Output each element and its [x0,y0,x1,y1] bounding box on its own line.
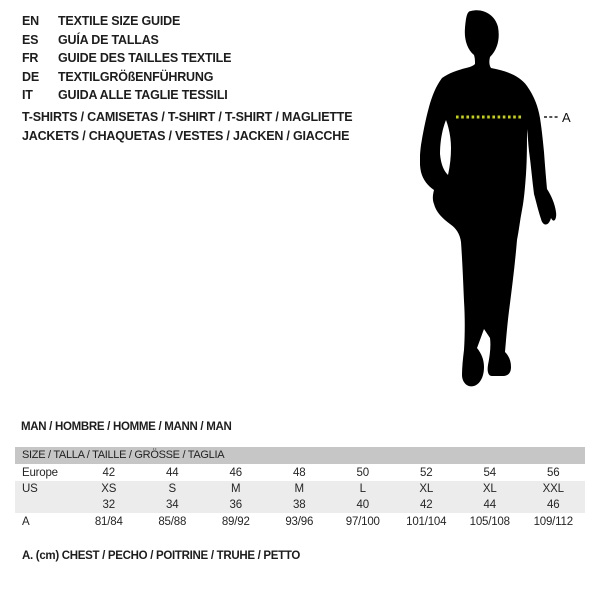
table-cell: 89/92 [221,515,250,528]
table-cell: 54 [483,466,496,479]
table-cell: 105/108 [469,515,510,528]
table-cell: 42 [102,466,115,479]
table-cell: 109/112 [533,515,573,528]
language-row [22,12,231,31]
language-code: EN [22,14,39,28]
table-cell: 85/88 [158,515,187,528]
row-label: A [22,515,30,528]
table-cell: XS [101,483,117,495]
man-silhouette-figure [420,8,560,388]
language-label: GUIDA ALLE TAGLIE TESSILI [58,88,228,102]
table-cell: 101/104 [406,515,447,528]
table-cell: 40 [356,499,369,511]
section-heading: MAN / HOMBRE / HOMME / MANN / MAN [21,421,232,433]
language-code: IT [22,88,33,102]
row-label: US [22,483,38,495]
table-cell: L [359,483,366,495]
table-cell: 44 [166,466,179,479]
table-cell: 56 [547,466,560,479]
table-cell: 93/96 [285,515,314,528]
category-line-jackets: JACKETS / CHAQUETAS / VESTES / JACKEN / GIACCHE [22,129,350,143]
table-cell: M [294,483,304,495]
table-cell: XXL [542,483,564,495]
table-cell: S [168,483,176,495]
language-code: ES [22,32,39,47]
table-cell: 48 [293,466,306,479]
size-table [15,447,585,530]
language-label: GUÍA DE TALLAS [58,32,159,47]
man-silhouette-svg [420,8,560,388]
language-list [22,12,231,105]
language-code: FR [22,51,39,65]
table-cell: 46 [229,466,242,479]
table-row-us-numbers [15,497,585,513]
table-row-us-letters [15,481,585,497]
language-row [22,49,231,68]
language-row [22,68,231,87]
us-size-block [15,481,585,513]
table-cell: 42 [420,499,433,511]
table-cell: 32 [102,499,115,511]
table-cell: XL [482,483,497,495]
category-line-tshirts: T-SHIRTS / CAMISETAS / T-SHIRT / T-SHIRT / MAGLIETTE [22,110,353,124]
table-cell: M [231,483,241,495]
table-row-europe [15,464,585,481]
table-cell: 44 [483,499,496,511]
language-row [22,31,231,50]
table-cell: 36 [229,499,242,511]
table-cell: 52 [420,466,433,479]
language-code: DE [22,69,39,84]
language-label: TEXTILGRÖßENFÜHRUNG [58,69,214,84]
man-silhouette [420,10,556,386]
language-label: TEXTILE SIZE GUIDE [58,14,181,28]
footnote: A. (cm) CHEST / PECHO / POITRINE / TRUHE / PETTO [22,550,301,562]
language-label: GUIDE DES TAILLES TEXTILE [58,51,232,65]
table-cell: 34 [166,499,179,511]
table-row-chest [15,513,585,530]
row-label: Europe [22,466,58,479]
category-lines [22,108,352,146]
table-cell: XL [419,483,434,495]
table-cell: 97/100 [345,515,380,528]
table-cell: 81/84 [94,515,123,528]
measure-label-a: A [562,110,571,125]
language-row [22,86,231,105]
table-header: SIZE / TALLA / TAILLE / GRÖSSE / TAGLIA [15,447,585,464]
table-cell: 46 [547,499,560,511]
table-cell: 38 [293,499,306,511]
table-cell: 50 [356,466,369,479]
